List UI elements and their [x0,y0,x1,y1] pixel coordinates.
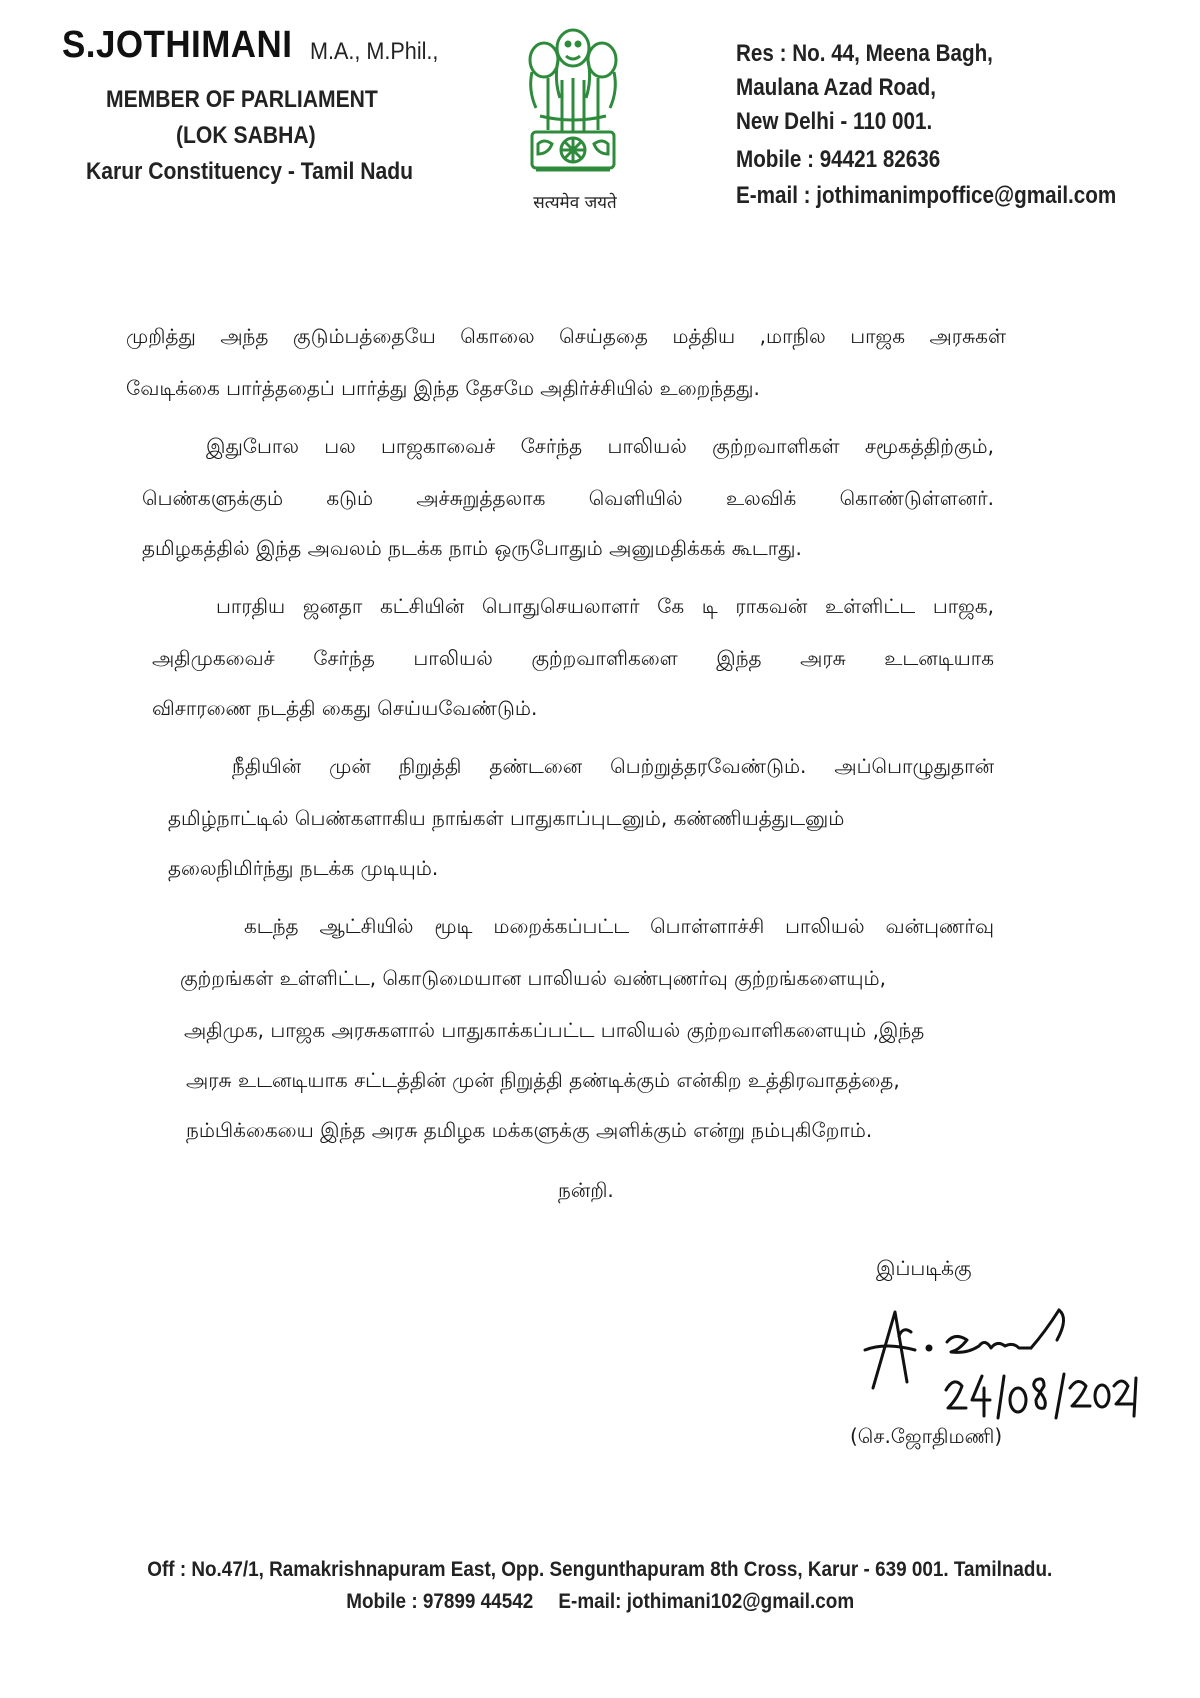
mp-house: (LOK SABHA) [176,122,316,149]
residence-line2: Maulana Azad Road, [736,74,936,101]
body-line: தமிழகத்தில் இந்த அவலம் நடக்க நாம் ஒருபோதும் அனுமதிக்கக் கூடாது. [142,536,802,560]
footer-contact [0,1590,1200,1614]
body-line: அதிமுகவைச் சேர்ந்த பாலியல் குற்றவாளிகளை இந்த அரசு உடனடியாக [152,646,994,670]
residence-line1: Res : No. 44, Meena Bagh, [736,40,993,67]
body-line: தலைநிமிர்ந்து நடக்க முடியும். [168,856,439,880]
signatory-name: (செ.ஜோதிமணி) [850,1424,1003,1448]
footer-office-address [0,1558,1200,1582]
body-line: முறித்து அந்த குடும்பத்தையே கொலை செய்ததை மத்திய ,மாநில பாஜக அரசுகள் [126,324,1006,348]
letterhead-left [62,22,482,185]
residence-mobile: Mobile : 94421 82636 [736,146,941,173]
national-emblem-icon [518,20,628,188]
mp-position: MEMBER OF PARLIAMENT [106,86,378,113]
footer-office-text: Off : No.47/1, Ramakrishnapuram East, Opp. Sengunthapuram 8th Cross, Karur - 639 001. Tamilnadu. [147,1558,1053,1581]
body-line: பெண்களுக்கும் கடும் அச்சுறுத்தலாக வெளியில் உலவிக் கொண்டுள்ளனர். [142,486,994,510]
emblem-motto: सत्यमेव जयते [533,193,617,213]
footer-email: E-mail: jothimani102@gmail.com [558,1590,854,1613]
mp-constituency: Karur Constituency - Tamil Nadu [86,158,414,185]
mp-qualifications: M.A., M.Phil., [310,38,439,65]
body-line: நீதியின் முன் நிறுத்தி தண்டனை பெற்றுத்தரவேண்டும். அப்பொழுதுதான் [232,754,994,778]
body-line: குற்றங்கள் உள்ளிட்ட, கொடுமையான பாலியல் வண்புணர்வு குற்றங்களையும், [180,966,886,990]
residence-email: E-mail : jothimanimpoffice@gmail.com [736,182,1117,209]
body-line: அரசு உடனடியாக சட்டத்தின் முன் நிறுத்தி தண்டிக்கும் என்கிற உத்திரவாதத்தை, [186,1068,900,1092]
valediction: இப்படிக்கு [876,1256,972,1280]
mp-name: S.JOTHIMANI [62,24,293,66]
residence-line3: New Delhi - 110 001. [736,108,933,135]
body-line: வேடிக்கை பார்த்ததைப் பார்த்து இந்த தேசமே அதிர்ச்சியில் உறைந்தது. [126,376,760,400]
body-line: அதிமுக, பாஜக அரசுகளால் பாதுகாக்கப்பட்ட பாலியல் குற்றவாளிகளையும் ,இந்த [184,1018,925,1042]
body-line: கடந்த ஆட்சியில் மூடி மறைக்கப்பட்ட பொள்ளாச்சி பாலியல் வன்புணர்வு [244,914,994,938]
footer-mobile: Mobile : 97899 44542 [346,1590,534,1613]
body-line: நம்பிக்கையை இந்த அரசு தமிழக மக்களுக்கு அளிக்கும் என்று நம்புகிறோம். [186,1118,873,1142]
body-line: விசாரணை நடத்தி கைது செய்யவேண்டும். [152,696,538,720]
body-line: தமிழ்நாட்டில் பெண்களாகிய நாங்கள் பாதுகாப்புடனும், கண்ணியத்துடனும் [168,806,845,830]
body-line: பாரதிய ஜனதா கட்சியின் பொதுசெயலாளர் கே டி ராகவன் உள்ளிட்ட பாஜக, [216,594,994,618]
thanks-text: நன்றி. [558,1178,614,1202]
body-line: இதுபோல பல பாஜகாவைச் சேர்ந்த பாலியல் குற்றவாளிகள் சமூகத்திற்கும், [206,434,994,458]
